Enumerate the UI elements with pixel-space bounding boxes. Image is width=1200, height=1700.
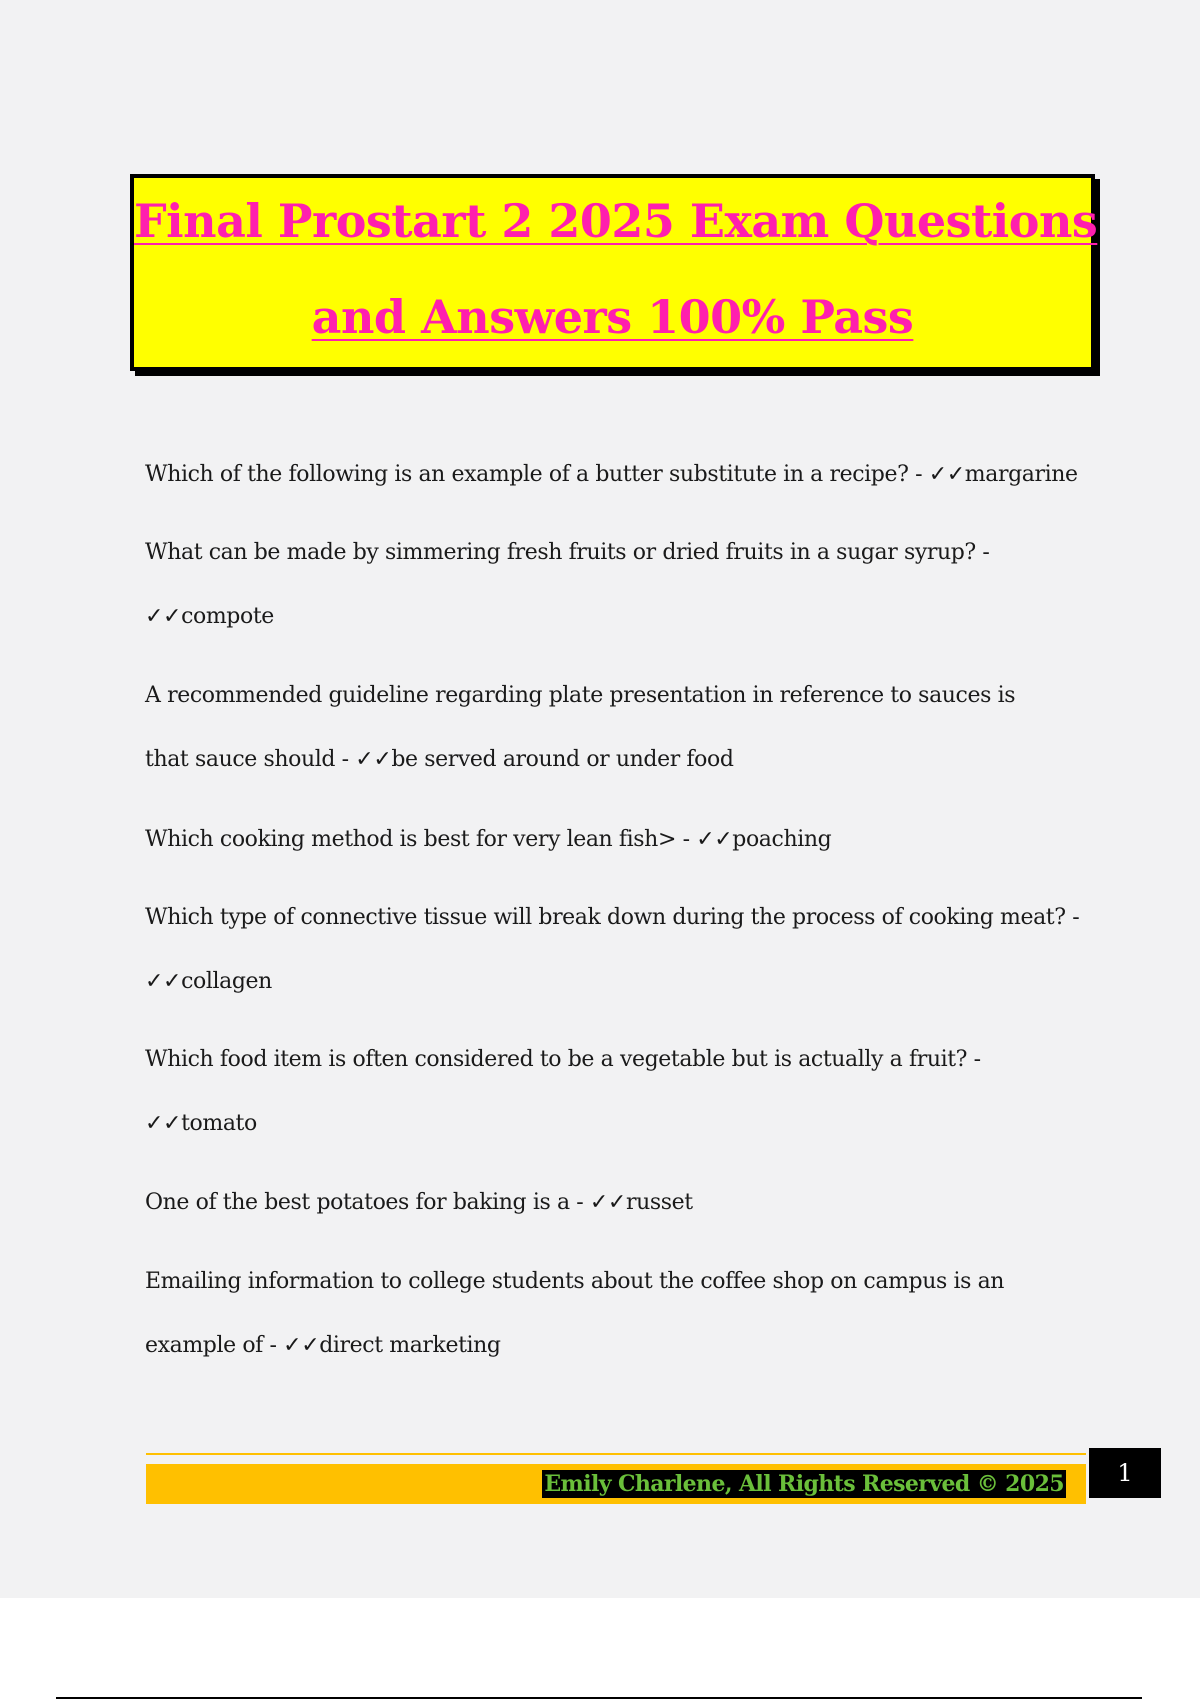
qa-item <box>145 808 1090 872</box>
question-text: Which cooking method is best for very lean fish> - <box>145 827 697 852</box>
copyright-text: Emily Charlene, All Rights Reserved © 2025 <box>544 1471 1064 1497</box>
check-check-icon: ✓✓ <box>355 747 392 772</box>
qa-item <box>145 886 1090 1014</box>
question-text: Which of the following is an example of a butter substitute in a recipe? - <box>145 462 929 487</box>
document-title-line-2: and Answers 100% Pass <box>311 290 914 344</box>
page-number: 1 <box>1089 1448 1161 1498</box>
check-check-icon: ✓✓ <box>928 462 965 487</box>
footer-rule <box>146 1453 1086 1455</box>
answer-text: be served around or under food <box>391 747 734 772</box>
question-text: A recommended guideline regarding plate presentation in reference to sauces is that sauce should - <box>145 683 1016 772</box>
qa-item <box>145 521 1005 649</box>
check-check-icon: ✓✓ <box>145 969 182 994</box>
qa-item <box>145 443 1090 507</box>
answer-text: direct marketing <box>319 1333 501 1358</box>
answer-text: collagen <box>181 969 272 994</box>
document-title-line-1: Final Prostart 2 2025 Exam Questions <box>134 194 1098 248</box>
answer-text: russet <box>625 1190 693 1215</box>
answer-text: margarine <box>964 462 1078 487</box>
question-text: What can be made by simmering fresh fruits or dried fruits in a sugar syrup? - <box>145 540 990 565</box>
check-check-icon: ✓✓ <box>589 1190 626 1215</box>
question-text: Which type of connective tissue will break down during the process of cooking meat? - <box>145 905 1080 930</box>
check-check-icon: ✓✓ <box>145 1111 182 1136</box>
qa-item <box>145 1171 1090 1235</box>
answer-text: tomato <box>181 1111 257 1136</box>
qa-item <box>145 664 1045 792</box>
title-box <box>130 174 1098 371</box>
question-text: Which food item is often considered to be a vegetable but is actually a fruit? - <box>145 1047 981 1072</box>
qa-item <box>145 1250 1015 1378</box>
check-check-icon: ✓✓ <box>696 827 733 852</box>
page-divider <box>56 1697 1142 1699</box>
check-check-icon: ✓✓ <box>145 604 182 629</box>
qa-item <box>145 1028 1090 1156</box>
answer-text: compote <box>181 604 274 629</box>
answer-text: poaching <box>732 827 832 852</box>
question-text: Emailing information to college students about the coffee shop on campus is an example of - <box>145 1269 1005 1358</box>
footer-bar <box>146 1464 1086 1504</box>
question-text: One of the best potatoes for baking is a - <box>145 1190 590 1215</box>
check-check-icon: ✓✓ <box>283 1333 320 1358</box>
